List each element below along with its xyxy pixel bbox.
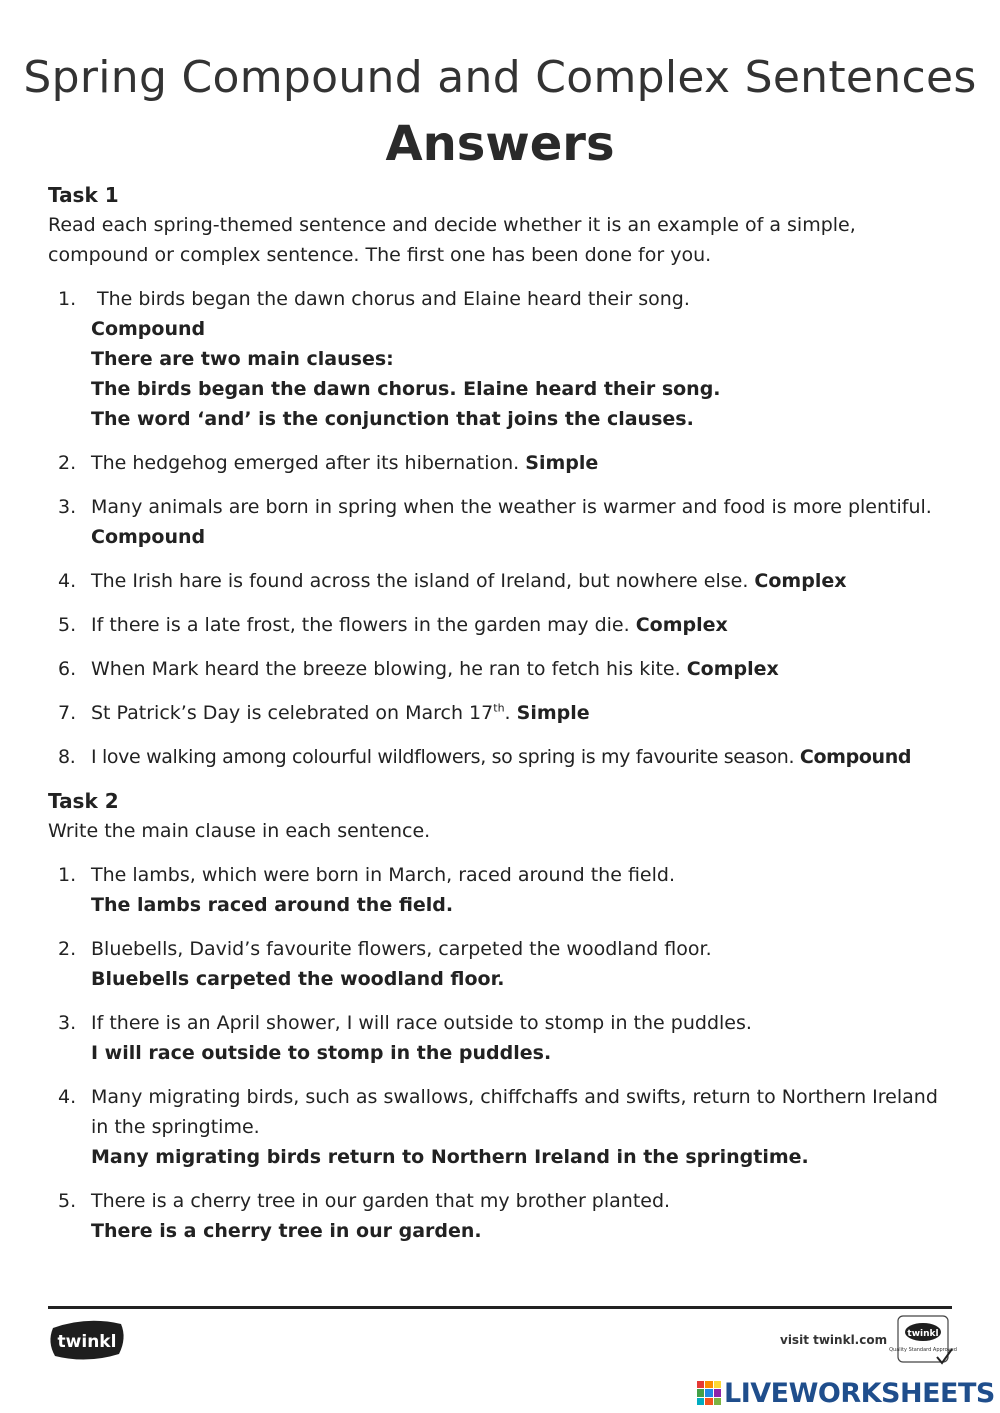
- item-number: 1.: [58, 864, 77, 886]
- item-answer: I will race outside to stomp in the puddles.: [91, 1042, 552, 1064]
- item-answer: Compound: [799, 746, 912, 768]
- item-number: 2.: [58, 938, 77, 960]
- item-sentence-end: .: [504, 702, 511, 724]
- task2-heading: Task 2: [48, 789, 119, 813]
- item-sentence: Many migrating birds, such as swallows, chiffchaffs and swifts, return to Northern Ireland in the springtime.: [91, 1086, 938, 1138]
- explanation-line: The word ‘and’ is the conjunction that joins the clauses.: [91, 408, 694, 430]
- quality-badge-icon: [889, 1315, 957, 1367]
- item-sentence: If there is a late frost, the flowers in the garden may die.: [91, 614, 630, 636]
- item-sentence: The lambs, which were born in March, raced around the field.: [91, 864, 675, 886]
- task2-instruction: Write the main clause in each sentence.: [48, 820, 431, 842]
- item-sentence: The birds began the dawn chorus and Elaine heard their song.: [97, 288, 690, 310]
- explanation-line: The birds began the dawn chorus. Elaine heard their song.: [91, 378, 721, 400]
- item-number: 4.: [58, 1086, 77, 1108]
- item-sentence: If there is an April shower, I will race outside to stomp in the puddles.: [91, 1012, 752, 1034]
- watermark-text: LIVEWORKSHEETS: [724, 1377, 995, 1409]
- ordinal-suffix: th: [493, 701, 505, 715]
- item-number: 2.: [58, 452, 77, 474]
- list-item: [48, 1082, 958, 1172]
- item-number: 6.: [58, 658, 77, 680]
- list-item: [48, 654, 958, 684]
- item-number: 4.: [58, 570, 77, 592]
- item-answer: Many migrating birds return to Northern Ireland in the springtime.: [91, 1146, 809, 1168]
- task1-list: [48, 284, 958, 772]
- item-number: 8.: [58, 746, 76, 768]
- task2-list: [48, 860, 958, 1246]
- page-title: Spring Compound and Complex Sentences: [23, 52, 977, 103]
- item-number: 7.: [58, 702, 77, 724]
- item-number: 3.: [58, 496, 77, 518]
- list-item: [48, 492, 958, 552]
- liveworksheets-watermark: [697, 1379, 995, 1407]
- item-number: 1.: [58, 288, 77, 310]
- list-item: [48, 284, 958, 434]
- item-sentence: The hedgehog emerged after its hibernation.: [91, 452, 520, 474]
- list-item: [48, 934, 958, 994]
- item-answer: Complex: [754, 570, 847, 592]
- twinkl-logo-text: twinkl: [57, 1332, 117, 1352]
- item-sentence: Many animals are born in spring when the weather is warmer and food is more plentiful.: [91, 496, 932, 518]
- liveworksheets-grid-icon: [697, 1381, 721, 1405]
- item-answer: Complex: [686, 658, 779, 680]
- task1-instruction: Read each spring-themed sentence and decide whether it is an example of a simple, compound or complex sentence. The first one has been done for you.: [48, 214, 856, 266]
- page-subtitle: Answers: [385, 116, 615, 172]
- list-item: [48, 742, 958, 772]
- list-item: [48, 860, 958, 920]
- item-answer: Simple: [525, 452, 599, 474]
- item-answer: Bluebells carpeted the woodland floor.: [91, 968, 505, 990]
- list-item: [48, 698, 958, 728]
- item-sentence: When Mark heard the breeze blowing, he ran to fetch his kite.: [91, 658, 681, 680]
- item-answer: Compound: [91, 318, 206, 340]
- list-item: [48, 610, 958, 640]
- item-answer: Complex: [635, 614, 728, 636]
- item-answer: The lambs raced around the field.: [91, 894, 454, 916]
- item-sentence: Bluebells, David’s favourite flowers, carpeted the woodland floor.: [91, 938, 712, 960]
- twinkl-logo: [47, 1318, 127, 1362]
- badge-logo-text: twinkl: [907, 1329, 939, 1339]
- task1-heading: Task 1: [48, 183, 119, 207]
- footer-divider: [48, 1306, 952, 1309]
- item-answer: There is a cherry tree in our garden.: [91, 1220, 482, 1242]
- item-sentence: The Irish hare is found across the island of Ireland, but nowhere else.: [91, 570, 749, 592]
- list-item: [48, 1008, 958, 1068]
- item-number: 3.: [58, 1012, 77, 1034]
- badge-caption: Quality Standard Approved: [889, 1347, 957, 1353]
- list-item: [48, 566, 958, 596]
- item-number: 5.: [58, 614, 77, 636]
- item-sentence-start: St Patrick’s Day is celebrated on March 17: [91, 702, 494, 724]
- explanation-line: There are two main clauses:: [91, 348, 394, 370]
- list-item: [48, 448, 958, 478]
- list-item: [48, 1186, 958, 1246]
- item-answer: Compound: [91, 526, 206, 548]
- worksheet-content: [48, 180, 958, 1260]
- item-sentence: I love walking among colourful wildflowers, so spring is my favourite season.: [91, 746, 795, 768]
- visit-link: visit twinkl.com: [780, 1333, 888, 1347]
- item-number: 5.: [58, 1190, 77, 1212]
- item-sentence: There is a cherry tree in our garden that my brother planted.: [91, 1190, 671, 1212]
- item-answer: Simple: [516, 702, 590, 724]
